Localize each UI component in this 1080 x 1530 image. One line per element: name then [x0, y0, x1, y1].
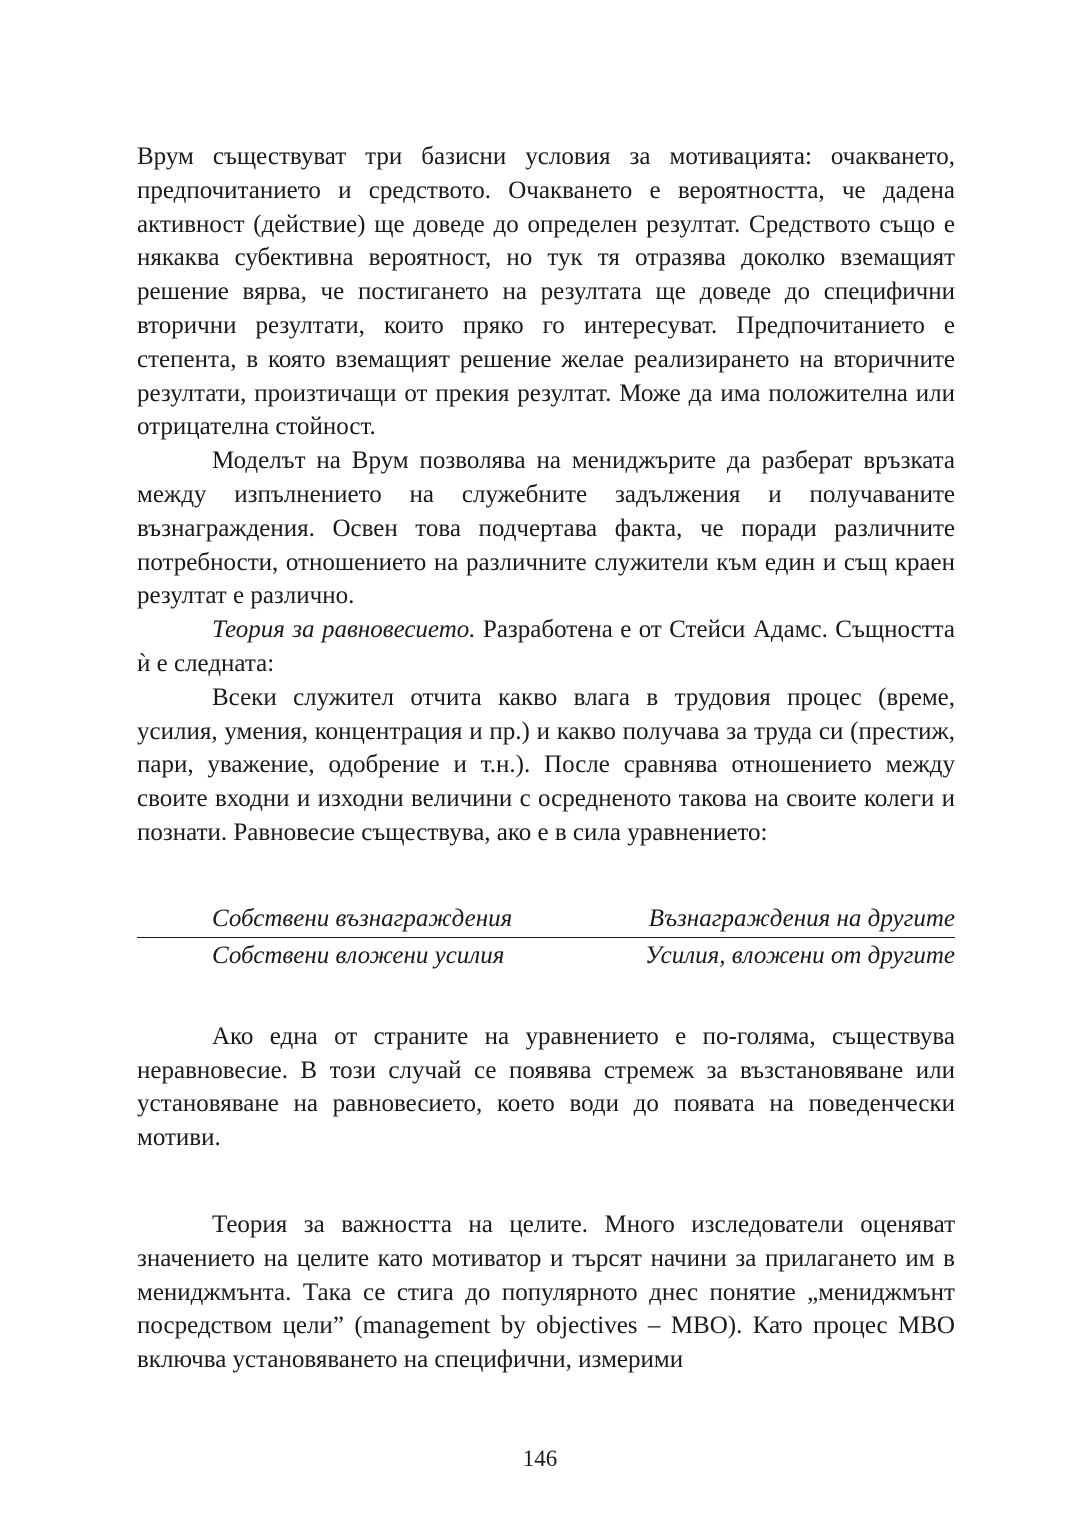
formula-others-effort: Усилия, вложени от другите: [645, 941, 955, 969]
equity-formula: [137, 901, 955, 974]
paragraph-vroom-model: Моделът на Врум позволява на мениджърите да разберат връзката между изпълнението на служебните задължения и получаваните възнаграждения. Освен това подчертава факта, че поради различните потребности, отношението на различните служители към един и същ краен резултат е различно.: [137, 447, 955, 610]
equity-theory-title: Теория за равновесието.: [212, 616, 476, 644]
paragraph-vroom-conditions: Врум съществуват три базисни условия за мотивацията: очакването, предпочитанието и средството. Очакването е вероятността, че дадена активност (действие) ще доведе до определен резултат. Средството също е някаква субективна вероятност, но тук тя отразява доколко вземащият решение вярва, че постигането на резултата ще доведе до специфични вторични резултати, които пряко го интересуват. Предпочитанието е степента, в която вземащият решение желае реализирането на вторичните резултати, произтичащи от прекия резултат. Може да има положителна или отрицателна стойност.: [137, 143, 955, 441]
formula-numerator-row: [137, 901, 955, 937]
formula-own-rewards: Собствени възнаграждения: [212, 904, 513, 932]
paragraph-equity-theory: [137, 613, 955, 681]
formula-denominator-row: [137, 938, 955, 974]
paragraph-imbalance: Ако една от страните на уравнението е по-голяма, съществува неравновесие. В този случай се появява стремеж за възстановяване или установяване на равновесието, което води до появата на поведенчески мотиви.: [137, 1022, 955, 1152]
formula-others-rewards: Възнаграждения на другите: [648, 904, 955, 932]
paragraph-employee-comparison: Всеки служител отчита какво влага в трудовия процес (време, усилия, умения, концентрация и пр.) и какво получава за труда си (престиж, пари, уважение, одобрение и т.н.). После сравнява отношението между своите входни и изходни величини с осредненото такова на своите колеги и познати. Равновесие съществува, ако е в сила уравнението:: [137, 683, 955, 846]
formula-own-effort: Собствени вложени усилия: [212, 941, 505, 969]
paragraph-goal-theory: Теория за важността на целите. Много изследователи оценяват значението на целите като мотиватор и търсят начини за прилагането им в мениджмънта. Така се стига до популярното днес понятие „мениджмънт посредством цели” (management by objectives – MBO). Като процес MBO включва установяването на специфични, измерими: [137, 1210, 955, 1374]
equity-theory-intro: Разработена е от Стейси Адамс. Същността ѝ е следната:: [137, 616, 955, 677]
page-body: [137, 140, 955, 1377]
page-number: 146: [522, 1446, 558, 1471]
